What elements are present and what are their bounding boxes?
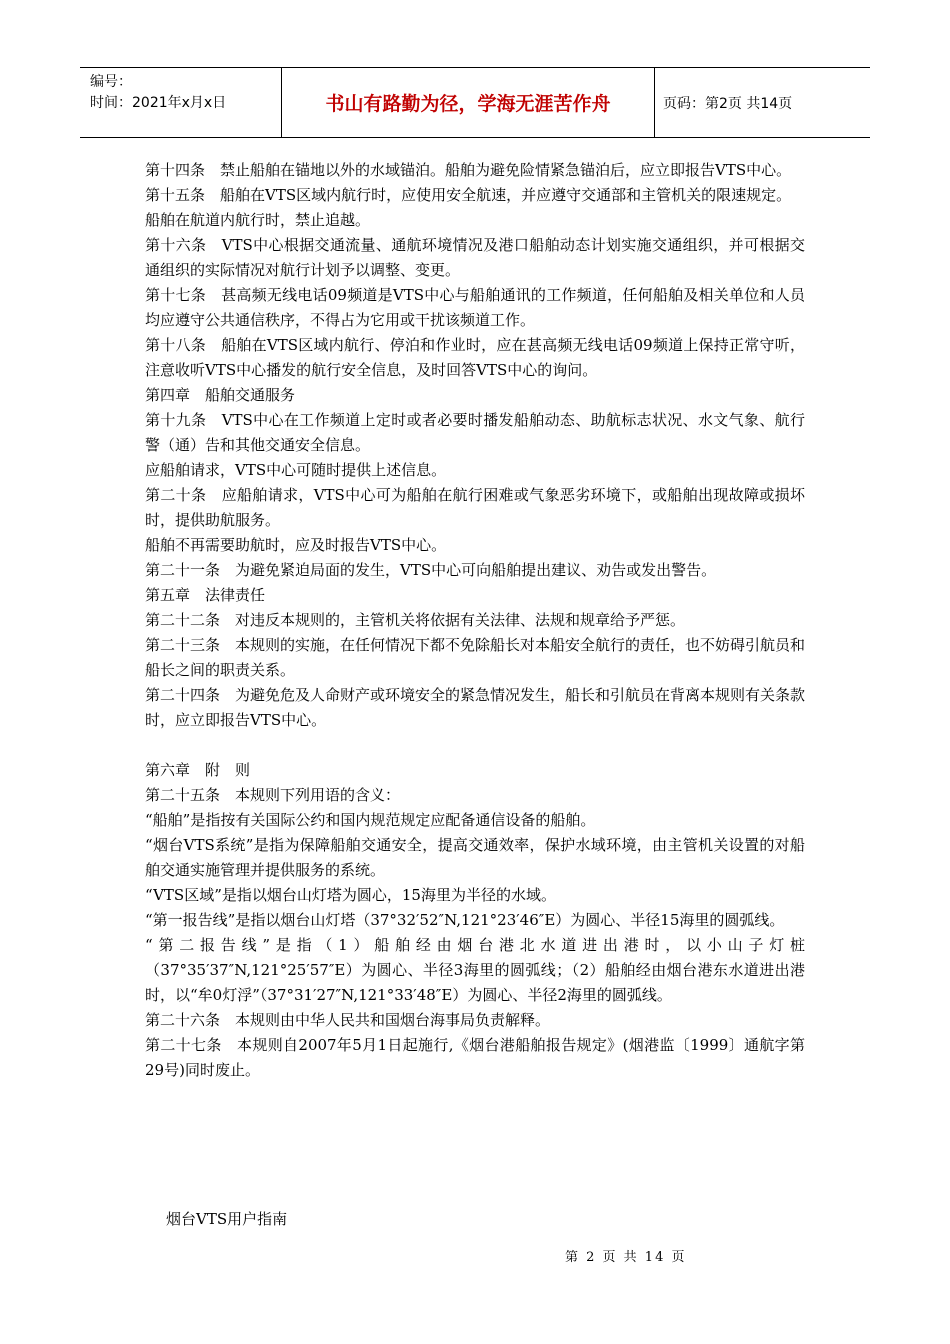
paragraph: 第十七条 甚高频无线电话09频道是VTS中心与船舶通讯的工作频道，任何船舶及相关单位和人员均应遵守公共通信秩序，不得占为它用或干扰该频道工作。: [145, 286, 805, 329]
paragraph: 船舶不再需要助航时，应及时报告VTS中心。: [145, 536, 447, 554]
paragraph: “烟台VTS系统”是指为保障船舶交通安全，提高交通效率，保护水域环境，由主管机关设置的对船舶交通实施管理并提供服务的系统。: [145, 836, 805, 879]
paragraph: 第二十七条 本规则自2007年5月1日起施行,《烟台港船舶报告规定》(烟港监〔1999〕通航字第29号)同时废止。: [145, 1036, 805, 1079]
number-label: 编号：: [90, 74, 132, 90]
page-number: 第 2 页 共 14 页: [565, 1250, 687, 1265]
paragraph: 第二十条 应船舶请求，VTS中心可为船舶在航行困难或气象恶劣环境下，或船舶出现故障或损坏时，提供助航服务。: [145, 486, 805, 529]
articles-section-a: [145, 158, 805, 733]
header-page-info: 页码：第2页 共14页: [663, 95, 793, 112]
paragraph: 第十四条 禁止船舶在锚地以外的水域锚泊。船舶为避免险情紧急锚泊后，应立即报告VTS中心。: [145, 161, 792, 179]
paragraph: 第十八条 船舶在VTS区域内航行、停泊和作业时，应在甚高频无线电话09频道上保持正常守听，注意收听VTS中心播发的航行安全信息，及时回答VTS中心的询问。: [145, 336, 805, 379]
time-label: 时间：2021年x月x日: [90, 95, 227, 111]
paragraph: 第二十二条 对违反本规则的，主管机关将依据有关法律、法规和规章给予严惩。: [145, 611, 686, 629]
paragraph: “第一报告线”是指以烟台山灯塔（37°32′52″N,121°23′46″E）为圆心、半径15海里的圆弧线。: [145, 911, 785, 929]
paragraph: “第二报告线”是指（1）船舶经由烟台港北水道进出港时，以小山子灯桩（37°35′37″N,121°25′57″E）为圆心、半径3海里的圆弧线；（2）船舶经由烟台港东水道进出港时，以“牟0灯浮”（37°31′27″N,121°33′48″E）为圆心、半径2海里的圆弧线。: [145, 936, 805, 1004]
header-meta: [80, 68, 282, 137]
paragraph: 船舶在航道内航行时，禁止追越。: [145, 211, 371, 229]
page-header: [80, 67, 870, 138]
guide-title: 烟台VTS用户指南: [166, 1210, 288, 1228]
paragraph: 第五章 法律责任: [145, 586, 266, 604]
paragraph: 第二十四条 为避免危及人命财产或环境安全的紧急情况发生，船长和引航员在背离本规则有关条款时，应立即报告VTS中心。: [145, 686, 806, 729]
paragraph: “船舶”是指按有关国际公约和国内规范规定应配备通信设备的船舶。: [145, 811, 596, 829]
paragraph: 第十九条 VTS中心在工作频道上定时或者必要时播发船舶动态、助航标志状况、水文气象、航行警（通）告和其他交通安全信息。: [145, 411, 805, 454]
paragraph: 第六章 附 则: [145, 761, 251, 779]
document-body: [145, 158, 805, 1083]
paragraph: 第二十五条 本规则下列用语的含义：: [145, 786, 401, 804]
paragraph: 第二十六条 本规则由中华人民共和国烟台海事局负责解释。: [145, 1011, 551, 1029]
paragraph: “VTS区域”是指以烟台山灯塔为圆心，15海里为半径的水域。: [145, 886, 556, 904]
paragraph: 第十六条 VTS中心根据交通流量、通航环境情况及港口船舶动态计划实施交通组织，并可根据交通组织的实际情况对航行计划予以调整、变更。: [145, 236, 805, 279]
paragraph: 应船舶请求，VTS中心可随时提供上述信息。: [145, 461, 447, 479]
header-motto: 书山有路勤为径，学海无涯苦作舟: [282, 68, 655, 137]
paragraph: 第二十三条 本规则的实施，在任何情况下都不免除船长对本船安全航行的责任，也不妨碍引航员和船长之间的职责关系。: [145, 636, 806, 679]
blank-line: [145, 733, 805, 758]
paragraph: 第二十一条 为避免紧迫局面的发生，VTS中心可向船舶提出建议、劝告或发出警告。: [145, 561, 717, 579]
paragraph: 第四章 船舶交通服务: [145, 386, 296, 404]
paragraph: 第十五条 船舶在VTS区域内航行时，应使用安全航速，并应遵守交通部和主管机关的限速规定。: [145, 186, 792, 204]
articles-section-b: [145, 758, 805, 1083]
